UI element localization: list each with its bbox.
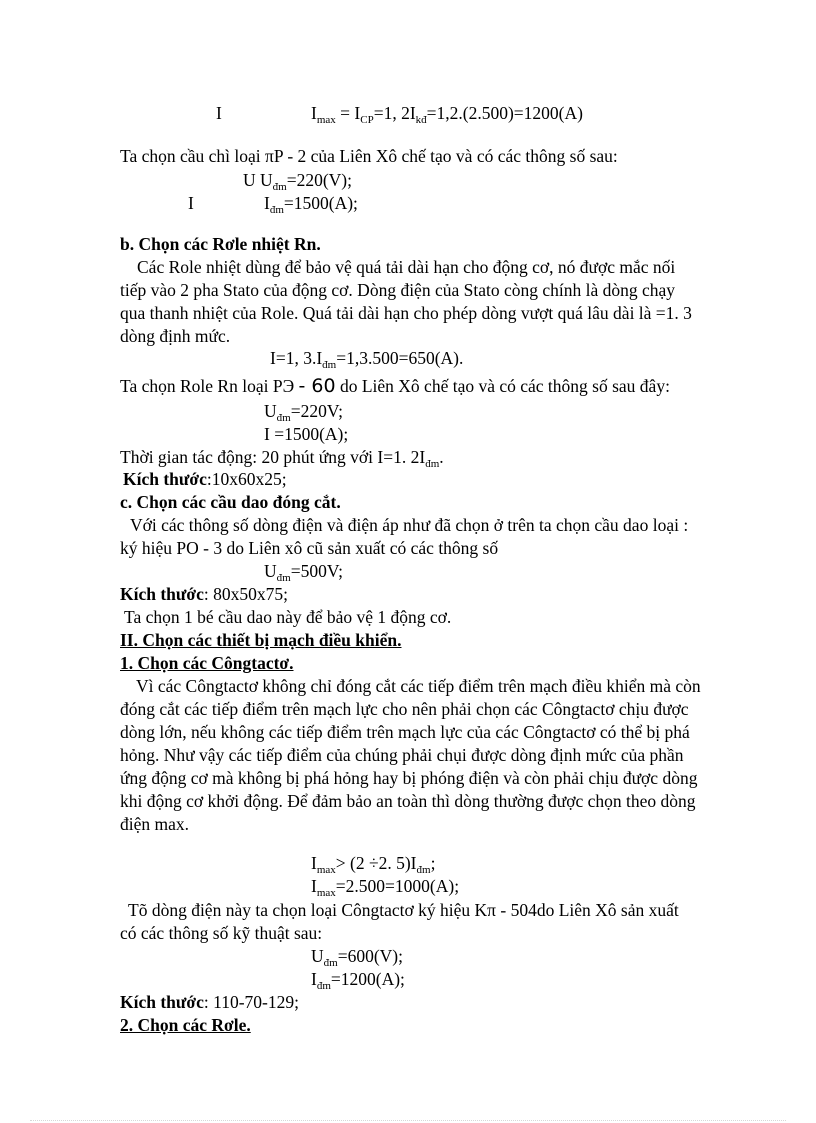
heading-switch: c. Chọn các cầu dao đóng cắt. (120, 492, 341, 512)
paragraph-line: đóng cắt các tiếp điểm trên mạch lực cho nên phải chọn các Côngtactơ chịu được (120, 699, 689, 719)
paragraph-line: Với các thông số dòng điện và điện áp như đã chọn ở trên ta chọn cầu dao loại : (130, 515, 689, 535)
contactor-size: Kích thước: 110-70-129; (120, 992, 299, 1012)
equation-overload: I=1, $3.I_{đm}=1,3.500=650(A)$. (270, 348, 464, 371)
switch-size: Kích thước: 80x50x75; (120, 584, 288, 604)
paragraph-line: có các thông số kỹ thuật sau: (120, 923, 323, 943)
relay-time: Thời gian tác động: 20 phút ứng với I=1. $2I_{đm}$. (120, 447, 444, 470)
heading-control-circuit: II. Chọn các thiết bị mạch điều khiển. (120, 630, 402, 650)
fuse-current: $I_{đm}=1500(A)$; (264, 193, 358, 216)
heading-relays: 2. Chọn các Rơle. (120, 1015, 251, 1035)
paragraph-line: dòng định mức. (120, 326, 231, 346)
paragraph-line: dòng lớn, nếu không các tiếp điểm trên mạch lực của các Côngtactơ có thể bị phá (120, 722, 690, 742)
switch-voltage: $U_{đm}=500V$; (264, 561, 344, 584)
paragraph-line: Tõ dòng điện này ta chọn loại Côngtactơ ký hiệu Kπ - 504do Liên Xô sản xuất (128, 900, 679, 920)
relay-current: I =1500(A); (264, 424, 349, 444)
paragraph-line: qua thanh nhiệt của Role. Quá tải dài hạn cho phép dòng vượt quá lâu dài là =1. 3 (120, 303, 692, 323)
contactor-current: $I_{đm}=1200(A)$; (311, 969, 405, 992)
equation-imax-range: $I_{max}> (2 \div 2$. $5)I_{đm}$; (311, 853, 436, 876)
relay-voltage: $U_{đm}=220V$; (264, 401, 344, 424)
relay-intro: Ta chọn Role Rn loại PЭ - 60 do Liên Xô chế tạo và có các thông số sau đây: (120, 375, 670, 397)
heading-thermal-relay: b. Chọn các Rơle nhiệt Rn. (120, 234, 321, 254)
equation-imax-value: $I_{max}=2.500=1000(A)$; (311, 876, 460, 899)
heading-contactor: 1. Chọn các Côngtactơ. (120, 653, 294, 673)
fuse-voltage: U $U_{đm}=220(V)$; (243, 170, 352, 193)
paragraph-line: Các Role nhiệt dùng để bảo vệ quá tải dài hạn cho động cơ, nó được mắc nối (137, 257, 676, 277)
paragraph-line: Vì các Côngtactơ không chỉ đóng cắt các tiếp điểm trên mạch điều khiển mà còn (136, 676, 701, 696)
switch-note: Ta chọn 1 bé cầu dao này để bảo vệ 1 động cơ. (124, 607, 452, 627)
page-bottom-divider (30, 1120, 786, 1121)
equation-imax-prefix: I (216, 103, 222, 123)
paragraph-line: hỏng. Như vậy các tiếp điểm của chúng phải chụi được dòng định mức của phần (120, 745, 684, 765)
equation-imax: $I_{max} = I_{CP}=1$, $2I_{kđ}=1,2.(2.500)=1200(A)$ (311, 103, 583, 126)
fuse-current-prefix: I (188, 193, 194, 213)
contactor-voltage: $U_{đm}=600(V)$; (311, 946, 403, 969)
paragraph-line: ứng động cơ mà không bị phá hỏng hay bị phóng điện và còn phải chịu được dòng (120, 768, 698, 788)
relay-size: Kích thước:10x60x25; (123, 469, 287, 489)
paragraph-line: điện max. (120, 814, 190, 834)
paragraph-line: tiếp vào 2 pha Stato của động cơ. Dòng điện của Stato còng chính là dòng chạy (120, 280, 676, 300)
fuse-intro: Ta chọn cầu chì loại πP - 2 của Liên Xô chế tạo và có các thông số sau: (120, 146, 618, 166)
paragraph-line: ký hiệu PO - 3 do Liên xô cũ sản xuất có các thông số (120, 538, 499, 558)
paragraph-line: khi động cơ khởi động. Để đảm bảo an toàn thì dòng thường được chọn theo dòng (120, 791, 696, 811)
